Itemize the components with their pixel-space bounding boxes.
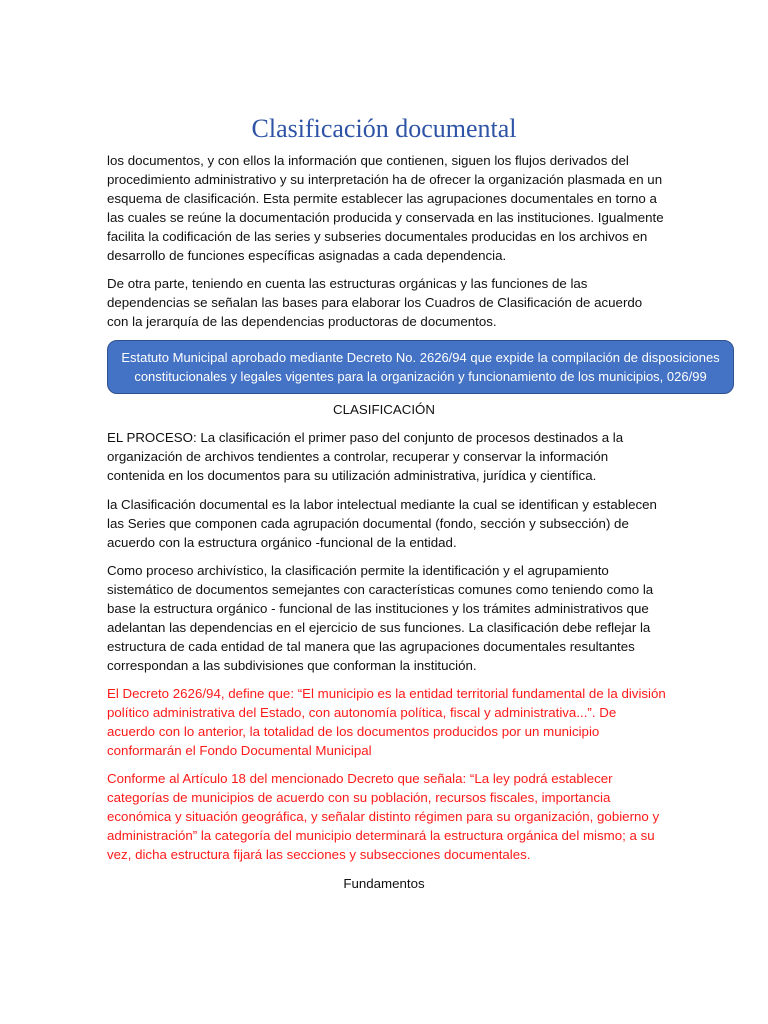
intro-paragraph-1: los documentos, y con ellos la información que contienen, siguen los flujos derivados del procedimiento administrativo y su interpretación ha de ofrecer la organización plasmada en un esquema de clasificación. Esta permite establecer las agrupaciones documentales en torno a las cuales se reúne la documentación producida y conservada en las instituciones. Igualmente facilita la codificación de las series y subseries documentales producidas en los archivos en desarrollo de funciones específicas asignadas a cada dependencia. [107,153,664,263]
section-heading-fundamentos: Fundamentos [343,876,425,891]
definition-paragraph: la Clasificación documental es la labor intelectual mediante la cual se identifican y establecen las Series que componen cada agrupación documental (fondo, sección y subsección) de acuerdo con la estructura orgánico -funcional de la entidad. [107,497,657,550]
decree-paragraph: El Decreto 2626/94, define que: “El municipio es la entidad territorial fundamental de la división político administrativa del Estado, con autonomía política, fiscal y administrativa...”. De acuerdo con lo anterior, la totalidad de los documentos producidos por un municipio conformarán el Fondo Documental Municipal [107,686,666,758]
document-title: Clasificación documental [251,114,517,143]
archival-process-paragraph: Como proceso archivístico, la clasificación permite la identificación y el agrupamiento sistemático de documentos semejantes con características comunes como teniendo como la base la estructura orgánico - funcional de las instituciones y los trámites administrativos que adelantan las dependencias en el ejercicio de sus funciones. La clasificación debe reflejar la estructura de cada entidad de tal manera que las agrupaciones documentales resultantes correspondan a las subdivisiones que conforman la institución. [107,563,654,673]
section-heading-clasificacion: CLASIFICACIÓN [333,402,435,417]
statute-callout-box [107,340,734,394]
process-paragraph: EL PROCESO: La clasificación el primer paso del conjunto de procesos destinados a la organización de archivos tendientes a controlar, recuperar y conservar la información contenida en los documentos para su utilización administrativa, jurídica y científica. [107,430,624,483]
article-18-paragraph: Conforme al Artículo 18 del mencionado Decreto que señala: “La ley podrá establecer categorías de municipios de acuerdo con su población, recursos fiscales, importancia económica y situación geográfica, y señalar distinto régimen para su organización, gobierno y administración” la categoría del municipio determinará la estructura orgánica del mismo; a su vez, dicha estructura fijará las secciones y subsecciones documentales. [107,771,660,862]
intro-paragraph-2: De otra parte, teniendo en cuenta las estructuras orgánicas y las funciones de las dependencias se señalan las bases para elaborar los Cuadros de Clasificación de acuerdo con la jerarquía de las dependencias productoras de documentos. [107,276,643,329]
statute-callout-text: Estatuto Municipal aprobado mediante Decreto No. 2626/94 que expide la compilación de disposiciones constitucionales y legales vigentes para la organización y funcionamiento de los municipios, 026/99 [121,350,720,384]
